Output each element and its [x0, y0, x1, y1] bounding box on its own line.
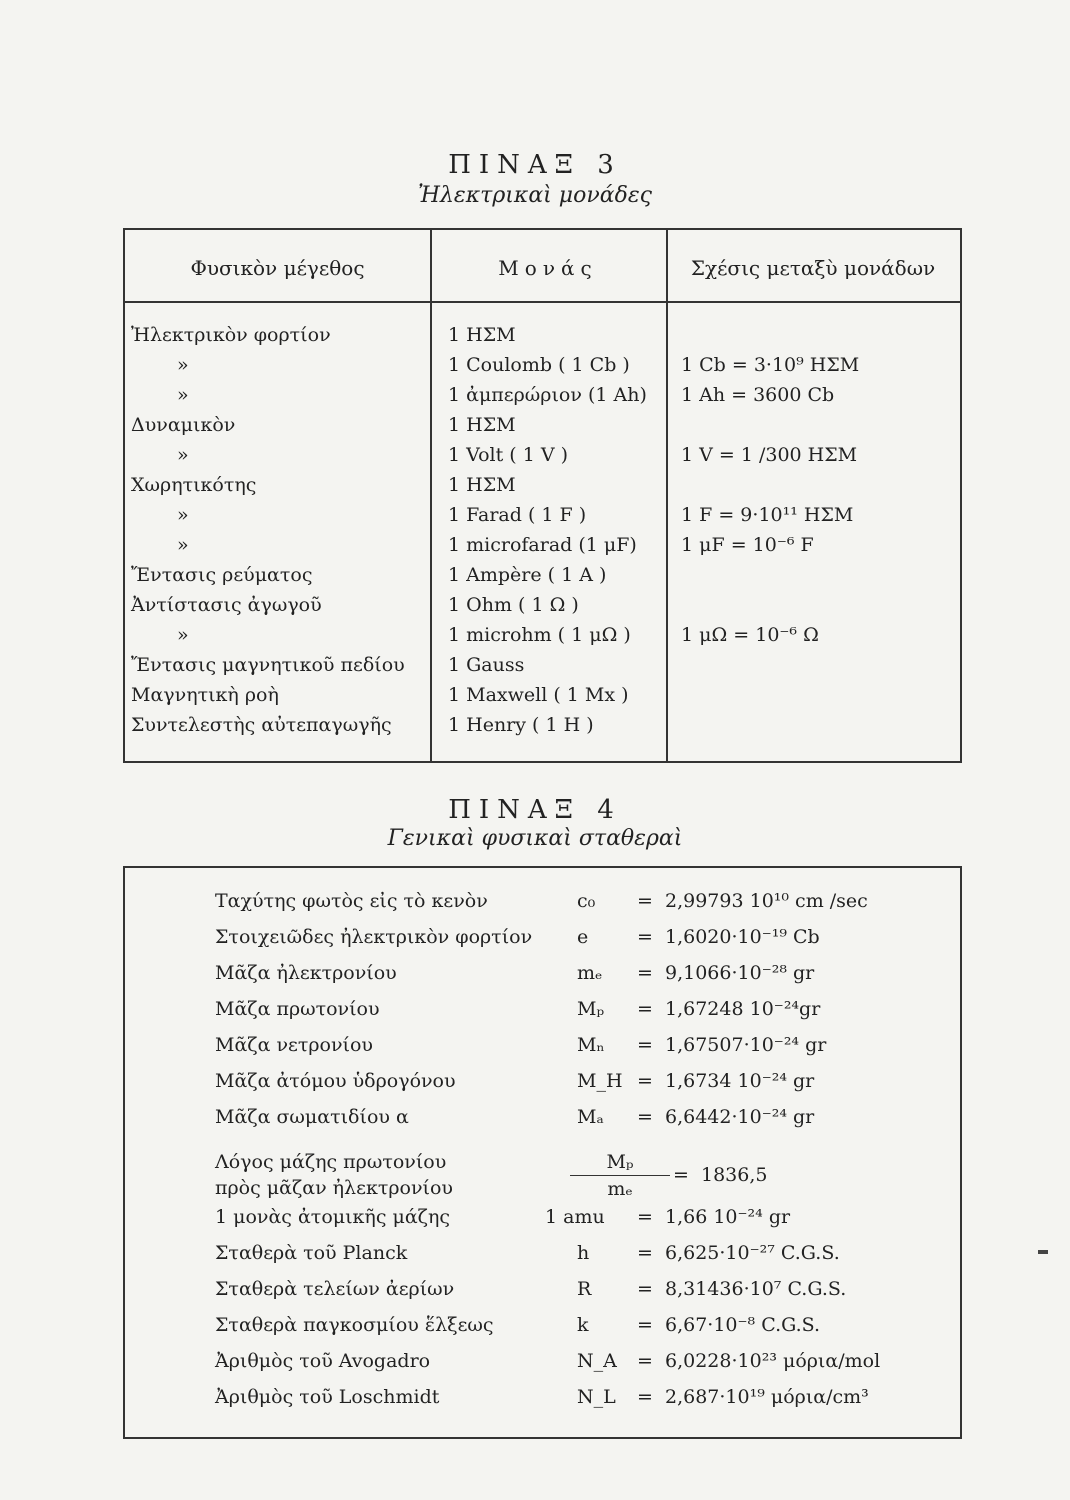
table-row [125, 1350, 960, 1386]
symbol-cell: M_H [577, 1070, 623, 1092]
name-cell: Ἀριθμὸς τοῦ Loschmidt [215, 1386, 440, 1408]
symbol-cell: mₑ [577, 962, 603, 984]
quantity-cell: Χωρητικότης [131, 474, 257, 496]
table-row [125, 534, 960, 564]
eq-cell: = [637, 1314, 653, 1336]
relation-cell: 1 Ah = 3600 Cb [681, 384, 835, 406]
table-row [125, 324, 960, 354]
table-row [125, 714, 960, 744]
eq-cell: = [637, 962, 653, 984]
table-row [125, 1106, 960, 1142]
value-cell: 6,6442·10⁻²⁴ gr [665, 1106, 815, 1128]
unit-cell: 1 Coulomb ( 1 Cb ) [448, 354, 630, 376]
value-cell: 9,1066·10⁻²⁸ gr [665, 962, 815, 984]
eq-cell: = [637, 890, 653, 912]
quantity-cell: Μαγνητικὴ ροὴ [131, 684, 279, 706]
quantity-cell: » [177, 534, 189, 556]
margin-mark [1038, 1250, 1048, 1254]
name-cell: Μᾶζα νετρονίου [215, 1034, 373, 1056]
symbol-cell: Mₚ [577, 998, 605, 1020]
symbol-cell: e [577, 926, 589, 948]
symbol-cell: Mₐ [577, 1106, 604, 1128]
unit-cell: 1 ΗΣΜ [448, 414, 516, 436]
value-cell: 1,6734 10⁻²⁴ gr [665, 1070, 815, 1092]
symbol-cell: c₀ [577, 890, 596, 912]
quantity-cell: » [177, 444, 189, 466]
eq-cell: = [637, 1278, 653, 1300]
table-row [125, 684, 960, 714]
eq-cell: = [637, 1242, 653, 1264]
symbol-cell: Mₙ [577, 1034, 605, 1056]
eq-cell: = [637, 1106, 653, 1128]
table-row [125, 998, 960, 1034]
table-row [125, 1070, 960, 1106]
eq-cell: = [637, 998, 653, 1020]
table4-heading: ΠΙΝΑΞ 4 [448, 795, 622, 825]
value-cell: 1,66 10⁻²⁴ gr [665, 1206, 791, 1228]
column-header-relation: Σχέσις μεταξὺ μονάδων [666, 230, 960, 303]
symbol-cell: h [577, 1242, 590, 1264]
unit-cell: 1 ΗΣΜ [448, 324, 516, 346]
unit-cell: 1 microfarad (1 μF) [448, 534, 637, 556]
value-cell: 6,625·10⁻²⁷ C.G.S. [665, 1242, 840, 1264]
electrical-units-table [123, 228, 962, 763]
name-cell: Μᾶζα σωματιδίου α [215, 1106, 409, 1128]
table-row [125, 654, 960, 684]
name-cell: 1 μονὰς ἀτομικῆς μάζης [215, 1206, 450, 1228]
relation-cell: 1 F = 9·10¹¹ ΗΣΜ [681, 504, 854, 526]
table-row [125, 1314, 960, 1350]
name-cell: Μᾶζα ἠλεκτρονίου [215, 962, 397, 984]
relation-cell: 1 V = 1 /300 ΗΣΜ [681, 444, 858, 466]
unit-cell: 1 ΗΣΜ [448, 474, 516, 496]
relation-cell: 1 Cb = 3·10⁹ ΗΣΜ [681, 354, 860, 376]
quantity-cell: Δυναμικὸν [131, 414, 236, 436]
table-row [125, 504, 960, 534]
name-cell: Στοιχειῶδες ἠλεκτρικὸν φορτίον [215, 926, 533, 948]
eq-cell: = [637, 1350, 653, 1372]
table3-subtitle: Ἠλεκτρικαὶ μονάδες [418, 183, 652, 208]
unit-cell: 1 ἀμπερώριον (1 Ah) [448, 384, 647, 406]
table-row [125, 1278, 960, 1314]
unit-cell: 1 Volt ( 1 V ) [448, 444, 569, 466]
unit-cell: 1 Maxwell ( 1 Mx ) [448, 684, 629, 706]
unit-cell: 1 Henry ( 1 H ) [448, 714, 594, 736]
name-cell: Μᾶζα ἀτόμου ὑδρογόνου [215, 1070, 456, 1092]
table-row [125, 564, 960, 594]
unit-cell: 1 Ohm ( 1 Ω ) [448, 594, 579, 616]
value-cell: 6,0228·10²³ μόρια/mol [665, 1350, 881, 1372]
value-cell: 6,67·10⁻⁸ C.G.S. [665, 1314, 821, 1336]
symbol-cell: R [577, 1278, 592, 1300]
unit-cell: 1 Farad ( 1 F ) [448, 504, 587, 526]
table-row [125, 354, 960, 384]
value-cell: 8,31436·10⁷ C.G.S. [665, 1278, 847, 1300]
table-row [125, 962, 960, 998]
table-row [125, 1206, 960, 1242]
symbol-cell: k [577, 1314, 589, 1336]
quantity-cell: Ἔντασις μαγνητικοῦ πεδίου [131, 654, 405, 676]
unit-cell: 1 Ampère ( 1 A ) [448, 564, 607, 586]
name-cell: Σταθερὰ τοῦ Planck [215, 1242, 408, 1264]
table-row [125, 414, 960, 444]
name-cell: Σταθερὰ τελείων ἀερίων [215, 1278, 455, 1300]
value-cell: 2,687·10¹⁹ μόρια/cm³ [665, 1386, 869, 1408]
value-cell: 2,99793 10¹⁰ cm /sec [665, 890, 868, 912]
value-cell: 1,67507·10⁻²⁴ gr [665, 1034, 827, 1056]
symbol-cell: N_A [577, 1350, 617, 1372]
name-cell: Σταθερὰ παγκοσμίου ἕλξεως [215, 1314, 494, 1336]
symbol-cell: 1 amu [545, 1206, 605, 1228]
table-row [125, 594, 960, 624]
table4-subtitle: Γενικαὶ φυσικαὶ σταθεραὶ [387, 826, 683, 851]
table-row [125, 926, 960, 962]
quantity-cell: » [177, 354, 189, 376]
eq-cell: = [637, 926, 653, 948]
table-row [125, 1386, 960, 1422]
table-row [125, 1034, 960, 1070]
table-row [125, 444, 960, 474]
quantity-cell: Συντελεστὴς αὐτεπαγωγῆς [131, 714, 392, 736]
quantity-cell: » [177, 504, 189, 526]
column-header-quantity: Φυσικὸν μέγεθος [125, 230, 430, 303]
quantity-cell: » [177, 624, 189, 646]
value-cell: 1,67248 10⁻²⁴gr [665, 998, 821, 1020]
name-cell: Ἀριθμὸς τοῦ Avogadro [215, 1350, 431, 1372]
column-header-unit: Μονάς [430, 230, 666, 303]
table-row [125, 1242, 960, 1278]
table-row: Λόγος μάζης πρωτονίου πρὸς μᾶζαν ἠλεκτρονίου Mₚ mₑ = 1836,5 [215, 1151, 768, 1200]
eq-cell: = [637, 1206, 653, 1228]
physical-constants-table [123, 866, 962, 1439]
relation-cell: 1 μF = 10⁻⁶ F [681, 534, 814, 556]
eq-cell: = [637, 1070, 653, 1092]
eq-cell: = [637, 1034, 653, 1056]
name-cell: Ταχύτης φωτὸς εἰς τὸ κενὸν [215, 890, 488, 912]
symbol-cell: N_L [577, 1386, 616, 1408]
eq-cell: = [637, 1386, 653, 1408]
table-row [125, 890, 960, 926]
quantity-cell: Ἀντίστασις ἀγωγοῦ [131, 594, 322, 616]
quantity-cell: » [177, 384, 189, 406]
relation-cell: 1 μΩ = 10⁻⁶ Ω [681, 624, 819, 646]
value-cell: 1,6020·10⁻¹⁹ Cb [665, 926, 820, 948]
table-row [125, 474, 960, 504]
quantity-cell: Ἔντασις ρεύματος [131, 564, 313, 586]
unit-cell: 1 microhm ( 1 μΩ ) [448, 624, 631, 646]
unit-cell: 1 Gauss [448, 654, 525, 676]
quantity-cell: Ἠλεκτρικὸν φορτίον [131, 324, 331, 346]
table3-heading: ΠΙΝΑΞ 3 [448, 150, 622, 180]
table-row [125, 624, 960, 654]
name-cell: Μᾶζα πρωτονίου [215, 998, 380, 1020]
table-row [125, 384, 960, 414]
